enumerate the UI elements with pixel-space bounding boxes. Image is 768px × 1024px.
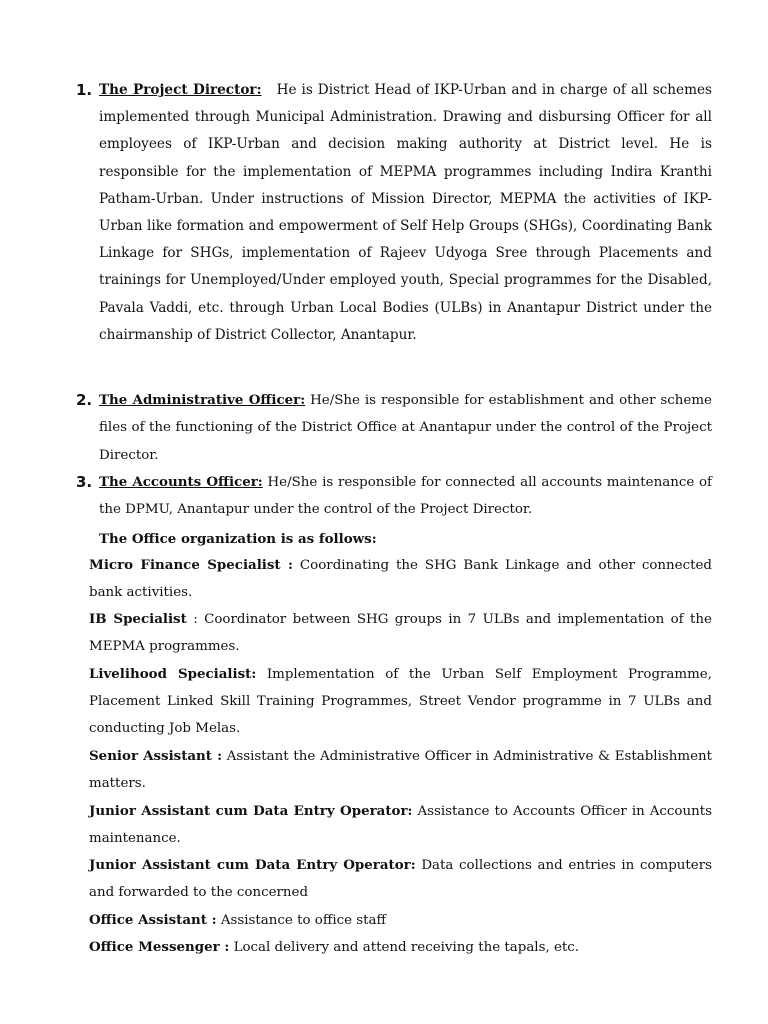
role-name: IB Specialist bbox=[89, 611, 187, 627]
responsibility-item-administrative-officer bbox=[76, 387, 712, 469]
item-body bbox=[99, 77, 712, 349]
office-organization-title: The Office organization is as follows: bbox=[99, 531, 377, 547]
item-text: He/She is responsible for connected all accounts maintenance of the DPMU, Anantapur under the control of the Project Director. bbox=[99, 475, 712, 518]
item-heading: The Accounts Officer: bbox=[99, 474, 263, 490]
item-text: He is District Head of IKP-Urban and in charge of all schemes implemented through Municipal Administration. Drawing and disbursing Officer for all employees of IKP-Urban and decision making authority at District level. He is responsible for the implementation of MEPMA programmes including Indira Kranthi Patham-Urban. Under instructions of Mission Director, MEPMA the activities of IKP-Urban like formation and empowerment of Self Help Groups (SHGs), Coordinating Bank Linkage for SHGs, implementation of Rajeev Udyoga Sree through Placements and trainings for Unemployed/Under employed youth, Special programmes for the Disabled, Pavala Vaddi, etc. through Urban Local Bodies (ULBs) in Anantapur District under the chairmanship of District Collector, Anantapur. bbox=[99, 82, 712, 343]
role-name: Office Messenger : bbox=[89, 939, 230, 955]
role-ib-specialist bbox=[89, 606, 712, 660]
role-text: Assistance to Accounts Officer in Accounts maintenance. bbox=[89, 804, 712, 847]
responsibility-item-project-director bbox=[76, 77, 712, 349]
role-name: Senior Assistant : bbox=[89, 748, 223, 764]
role-junior-assistant-accounts bbox=[89, 798, 712, 852]
responsibility-item-accounts-officer bbox=[76, 469, 712, 524]
role-name: Micro Finance Specialist : bbox=[89, 557, 293, 573]
role-micro-finance-specialist bbox=[89, 552, 712, 606]
role-text: Assistant the Administrative Officer in Administrative & Establishment matters. bbox=[89, 749, 712, 792]
item-text: He/She is responsible for establishment and other scheme files of the functioning of the District Office at Anantapur under the control of the Project Director. bbox=[99, 393, 712, 463]
role-name: Junior Assistant cum Data Entry Operator: bbox=[89, 857, 416, 873]
item-number: 2. bbox=[76, 391, 93, 409]
role-name: Office Assistant : bbox=[89, 912, 217, 928]
item-number: 3. bbox=[76, 473, 93, 491]
role-text: Coordinating the SHG Bank Linkage and other connected bank activities. bbox=[89, 558, 712, 601]
role-livelihood-specialist bbox=[89, 661, 712, 743]
item-number: 1. bbox=[76, 81, 93, 99]
item-body bbox=[99, 387, 712, 469]
role-text: Assistance to office staff bbox=[220, 913, 387, 928]
item-heading: The Project Director: bbox=[99, 82, 262, 98]
role-text: Implementation of the Urban Self Employment Programme, Placement Linked Skill Training Programmes, Street Vendor programme in 7 ULBs and conducting Job Melas. bbox=[89, 667, 712, 737]
role-text: Local delivery and attend receiving the tapals, etc. bbox=[233, 940, 580, 955]
role-name: Livelihood Specialist: bbox=[89, 666, 257, 682]
role-junior-assistant-data-entry bbox=[89, 852, 712, 906]
role-text: : Coordinator between SHG groups in 7 ULBs and implementation of the MEPMA programmes. bbox=[89, 612, 712, 655]
role-text: Data collections and entries in computers and forwarded to the concerned bbox=[89, 858, 712, 901]
role-senior-assistant bbox=[89, 743, 712, 797]
item-heading: The Administrative Officer: bbox=[99, 392, 306, 408]
role-name: Junior Assistant cum Data Entry Operator: bbox=[89, 803, 413, 819]
item-body bbox=[99, 469, 712, 524]
role-office-messenger bbox=[89, 934, 712, 961]
role-office-assistant bbox=[89, 907, 712, 934]
